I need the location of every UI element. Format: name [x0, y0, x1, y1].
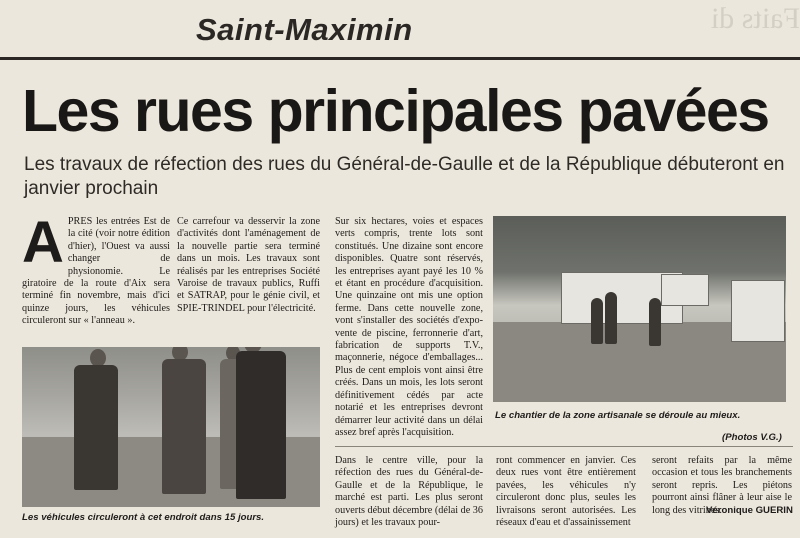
deck-subtitle: Les travaux de réfection des rues du Général-de-Gaulle et de la République débuteront en janvier prochain	[24, 154, 785, 199]
truck-shape	[661, 274, 709, 306]
article-column-5: ront commencer en janvier. Ces deux rues vont être entièrement pavées, les véhicules n'y circuleront donc plus, seules les livraisons seront autorisées. Les réseaux d'eau et d'assainissement	[496, 455, 636, 529]
photo-construction-site	[493, 216, 786, 402]
section-divider	[0, 57, 800, 60]
article-column-3: Sur six hectares, voies et espaces verts compris, trente lots sont constitués. Une dizaine sont encore disponibles. Quatre sont réservés, les entreprises ayant payé les 10 % et étant en procédure d'acquisition. Une quinzaine ont mis une option ferme. Dans cette nouvelle zone, vont s'installer des sociétés d'expo-vente de piscine, ferronnerie d'art, fabrication de supports T.V., maçonnerie, négoce d'emballages... Plus de cent emplois vont ainsi être créés. Dans un mois, les lots seront définitivement cédés par acte notarié et les entreprises devront démarrer leur activité dans un délai assez bref après l'acquisition.	[335, 216, 483, 438]
person-figure	[74, 365, 118, 490]
photo-2-caption: Le chantier de la zone artisanale se déroule au mieux.	[495, 410, 741, 421]
author-signature: Véronique GUERIN	[706, 505, 793, 516]
headline: Les rues principales pavées	[22, 78, 769, 144]
car-shape	[731, 280, 785, 342]
article-column-4: Dans le centre ville, pour la réfection des rues du Général-de-Gaulle et de la République, le marché est parti. Les plus seront ouverts début décembre (délai de 36 jours) et les travaux pour-	[335, 455, 483, 529]
article-column-6: seront refaits par la même occasion et tous les branchements seront repris. Les piétons pourront ainsi flâner à leur aise le long des vitrines.	[652, 455, 792, 516]
photo-men-at-site	[22, 347, 320, 507]
photo-1-caption: Les véhicules circuleront à cet endroit dans 15 jours.	[22, 512, 265, 523]
person-figure	[605, 292, 617, 344]
column-divider	[335, 446, 793, 447]
person-figure	[236, 351, 286, 499]
person-figure	[591, 298, 603, 344]
column-1-text: PRES les entrées Est de la cité (voir notre édition d'hier), l'Ouest va aussi changer de physionomie. Le giratoire de la route d'Aix sera terminé fin novembre, mais d'ici quinze jours, les véhicules circuleront sur « l'anneau ».	[22, 216, 170, 327]
person-figure	[162, 359, 206, 494]
drop-cap: A	[22, 210, 64, 275]
section-title: Saint-Maximin	[196, 12, 413, 47]
article-column-1	[22, 210, 170, 328]
photo-credit: (Photos V.G.)	[722, 432, 782, 443]
article-column-2: Ce carrefour va desservir la zone d'activités dont l'aménagement de la nouvelle partie sera terminé dans un mois. Les travaux sont réalisés par les entreprises Société Varoise de travaux publics, Ruffi et SATRAP, pour le génie civil, et SPIE-TRINDEL pour l'électricité.	[177, 216, 320, 314]
bleed-through-text: Faits di	[710, 2, 800, 35]
person-figure	[649, 298, 661, 346]
